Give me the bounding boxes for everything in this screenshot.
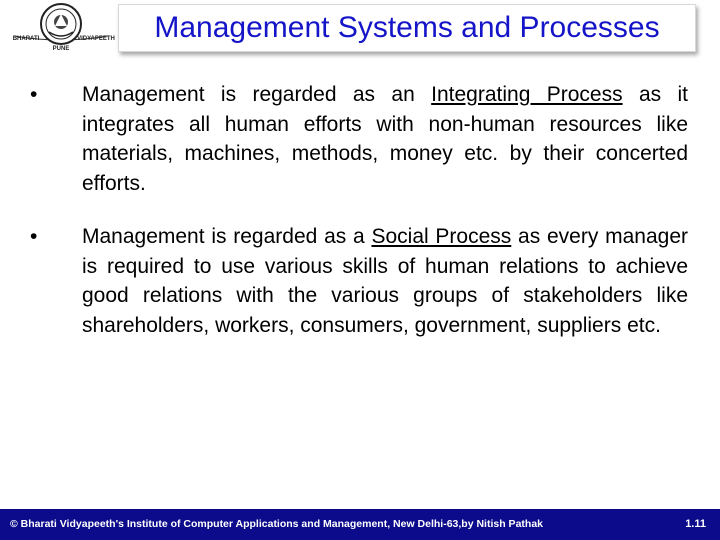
footer-bar [0,509,720,540]
bullet-list [0,80,720,364]
bullet-text-after: as every manager is required to use various skills of human relations to achieve good relations with the various groups of stakeholders like shareholders, workers, consumers, government, suppliers etc. [82,225,688,337]
logo-right-text: VIDYAPEETH [77,36,115,42]
bullet-marker: • [30,83,38,106]
bullet-text-after: as it integrates all human efforts with non-human resources like materials, machines, methods, money etc. by their concerted efforts. [82,83,689,195]
key-term-integrating-process: Integrating Process [431,83,623,106]
slide-number: 1.11 [685,518,706,530]
slide-header [0,0,720,58]
slide-title: Management Systems and Processes [154,11,660,44]
bullet-marker: • [30,225,38,248]
footer-credit: © Bharati Vidyapeeth's Institute of Computer Applications and Management, New Delhi-63,by Nitish Pathak [10,518,543,530]
bullet-text [82,222,688,340]
logo-left-text: BHARATI [12,36,40,42]
bullet-text-before: Management is regarded as a [82,225,372,248]
logo-bottom-text: PUNE [52,46,70,52]
bullet-text [82,80,688,198]
vidyapeeth-emblem-icon [6,2,116,54]
title-box [118,4,696,52]
bullet-text-before: Management is regarded as an [82,83,432,106]
bullet-item [0,222,720,340]
bullet-item [0,80,720,198]
key-term-social-process: Social Process [371,225,512,248]
